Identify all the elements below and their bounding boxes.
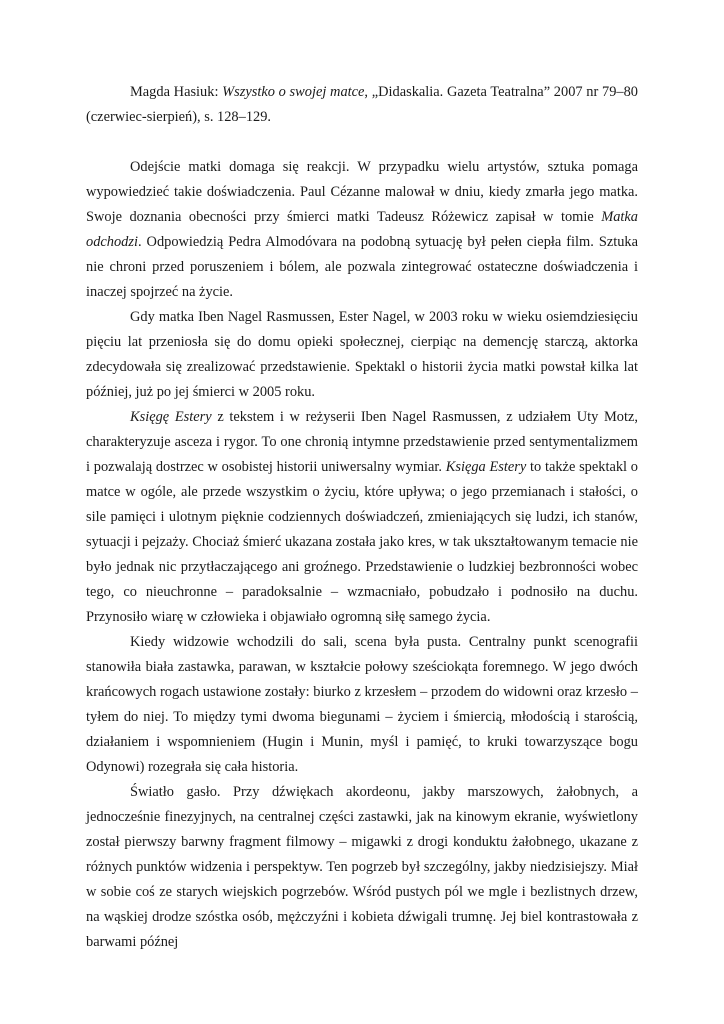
- paragraph: [86, 405, 638, 630]
- article-body: [86, 155, 638, 955]
- citation-author: Magda Hasiuk:: [130, 84, 223, 100]
- paragraph-text: Kiedy widzowie wchodzili do sali, scena była pusta. Centralny punkt scenografii stanowiła biała zastawka, parawan, w kształcie połowy sześciokąta foremnego. W jego dwóch krańcowych rogach ustawione zostały: biurko z krzesłem – przodem do widowni oraz krzesło – tyłem do niej. To między tymi dwoma biegunami – życiem i śmiercią, młodością i starością, działaniem i wspomnieniem (Hugin i Munin, myśl i pamięć, to kruki towarzyszące bogu Odynowi) rozegrała się cała historia.: [86, 634, 638, 775]
- paragraph-text: . Odpowiedzią Pedra Almodóvara na podobną sytuację był pełen ciepła film. Sztuka nie chroni przed poruszeniem i bólem, ale pozwala zintegrować ostateczne doświadczenia i inaczej spojrzeć na życie.: [86, 234, 638, 300]
- paragraph: [86, 155, 638, 305]
- book-title: Matka odchodzi: [86, 209, 638, 250]
- paragraph-text: Światło gasło. Przy dźwiękach akordeonu, jakby marszowych, żałobnych, a jednocześnie finezyjnych, na centralnej części zastawki, jak na kinowym ekranie, wyświetlony został pierwszy barwny fragment filmowy – migawki z drogi konduktu żałobnego, ukazane z różnych punktów widzenia i perspektyw. Ten pogrzeb był szczególny, jakby niedzisiejszy. Miał w sobie coś ze starych wiejskich pogrzebów. Wśród pustych pól we mgle i bezlistnych drzew, na wąskiej drodze szóstka osób, mężczyźni i kobieta dźwigali trumnę. Jej biel kontrastowała z barwami późnej: [86, 784, 638, 950]
- citation-title: Wszystko o swojej matce: [222, 84, 365, 100]
- bibliographic-citation: [86, 80, 638, 130]
- paragraph: [86, 305, 638, 405]
- paragraph-text: z tekstem i w reżyserii Iben Nagel Rasmussen, z udziałem Uty Motz, charakteryzuje asceza i rygor. To one chronią intymne przedstawienie przed sentymentalizmem i pozwalają dostrzec w osobistej historii uniwersalny wymiar.: [86, 409, 638, 475]
- play-title: Księga Estery: [445, 459, 527, 475]
- paragraph: [86, 630, 638, 780]
- citation-source: , „Didaskalia. Gazeta Teatralna” 2007 nr 79–80 (czerwiec-sierpień), s. 128–129.: [86, 84, 638, 125]
- play-title: Księgę Estery: [130, 409, 212, 425]
- paragraph: [86, 780, 638, 955]
- paragraph-text: Odejście matki domaga się reakcji. W przypadku wielu artystów, sztuka pomaga wypowiedzieć takie doświadczenia. Paul Cézanne malował w dniu, kiedy zmarła jego matka. Swoje doznania obecności przy śmierci matki Tadeusz Różewicz zapisał w tomie: [86, 159, 638, 225]
- paragraph-text: to także spektakl o matce w ogóle, ale przede wszystkim o życiu, które upływa; o jego przemianach i stałości, o sile pamięci i ulotnym pięknie codziennych doświadczeń, zmieniających się ludzi, ich stanów, sytuacji i pejzaży. Chociaż śmierć ukazana została jako kres, w tak ukształtowanym temacie nie było jednak nic przytłaczającego ani groźnego. Przedstawienie o ludzkiej bezbronności wobec tego, co nieuchronne – paradoksalnie – wzmacniało, pobudzało i podnosiło na duchu. Przynosiło wiarę w człowieka i objawiało ogromną siłę samego życia.: [86, 459, 638, 625]
- paragraph-text: Gdy matka Iben Nagel Rasmussen, Ester Nagel, w 2003 roku w wieku osiemdziesięciu pięciu lat przeniosła się do domu opieki społecznej, cierpiąc na demencję starczą, aktorka zdecydowała się zrealizować przedstawienie. Spektakl o historii życia matki powstał kilka lat później, już po jej śmierci w 2005 roku.: [86, 309, 638, 400]
